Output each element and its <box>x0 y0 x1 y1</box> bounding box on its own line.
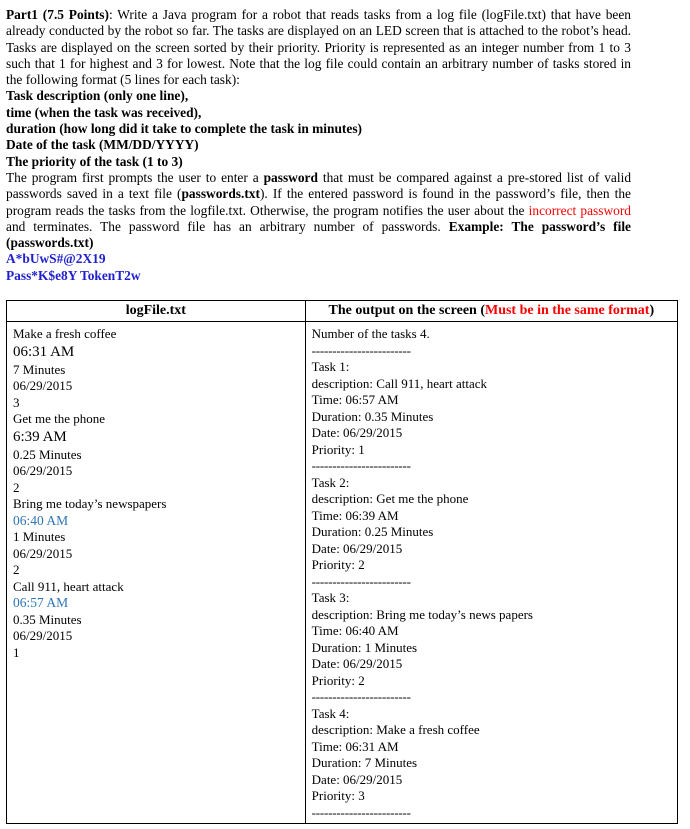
text-run: The program first prompts the user to enter a <box>6 169 264 185</box>
output-line: Duration: 7 Minutes <box>311 755 418 770</box>
output-line: Priority: 3 <box>311 788 365 803</box>
log-line: 7 Minutes <box>13 361 66 377</box>
output-line: Duration: 0.25 Minutes <box>311 524 434 539</box>
log-line: 0.25 Minutes <box>13 446 82 462</box>
log-line: 2 <box>13 479 20 495</box>
output-line: Duration: 0.35 Minutes <box>311 408 434 424</box>
output-line: Date: 06/29/2015 <box>311 771 403 787</box>
output-line: Number of the tasks 4. <box>311 326 430 341</box>
incorrect-password-text: incorrect password <box>528 202 631 218</box>
text-run: that must be compared against a pre-stored list of valid passwords saved in a text file ( <box>6 169 632 202</box>
example-label: Example: The password’s file (passwords.txt) <box>6 218 631 251</box>
output-line: Task 1: <box>311 359 350 374</box>
output-line: description: Call 911, heart attack <box>311 375 487 391</box>
separator-line: ------------------------ <box>311 689 411 704</box>
log-line: Bring me today’s newspapers <box>13 496 167 511</box>
output-line: Time: 06:31 AM <box>311 738 399 754</box>
output-cell <box>305 322 677 824</box>
log-line: 06/29/2015 <box>13 545 73 561</box>
output-line: Priority: 2 <box>311 672 365 688</box>
logfile-cell <box>7 322 306 824</box>
output-line: description: Get me the phone <box>311 491 469 506</box>
log-line: 06/29/2015 <box>13 628 73 643</box>
log-line: 06/29/2015 <box>13 463 73 478</box>
text-run-bold: passwords.txt <box>181 186 260 202</box>
output-line: Date: 06/29/2015 <box>311 540 403 556</box>
log-line: 06:57 AM <box>13 595 69 610</box>
part-heading: Part1 (7.5 Points) <box>6 7 109 22</box>
format-line: Date of the task (MM/DD/YYYY) <box>6 137 199 153</box>
separator-line: ------------------------ <box>311 573 411 589</box>
log-line: 06:31 AM <box>13 343 75 360</box>
output-line: Priority: 2 <box>311 557 365 572</box>
separator-line: ------------------------ <box>311 804 411 820</box>
format-line: duration (how long did it take to complete the task in minutes) <box>6 121 362 137</box>
header-text: ) <box>649 303 655 318</box>
output-line: Priority: 1 <box>311 441 365 457</box>
format-line: Task description (only one line), <box>6 88 189 104</box>
log-line: 2 <box>13 562 20 577</box>
logfile-header: logFile.txt <box>7 301 306 322</box>
output-line: Time: 06:39 AM <box>311 507 399 523</box>
log-line: 1 Minutes <box>13 529 66 544</box>
comparison-table <box>6 300 678 824</box>
text-run-bold: password <box>263 169 318 185</box>
format-line: time (when the task was received), <box>6 104 202 120</box>
log-line: 06/29/2015 <box>13 378 73 393</box>
text-run: ). If the entered password is found in the password’s file, then the program reads the tasks from the logfile.txt. Otherwise, the program notifies the user about the <box>6 186 631 218</box>
password-entry: A*bUwS#@2X19 <box>6 251 106 267</box>
output-line: Duration: 1 Minutes <box>311 639 418 655</box>
password-paragraph <box>6 170 631 251</box>
log-line: 3 <box>13 394 20 410</box>
password-entry: Pass*K$e8Y TokenT2w <box>6 267 141 283</box>
log-line: Call 911, heart attack <box>13 578 124 594</box>
table-body-row <box>7 322 678 824</box>
intro-description: : Write a Java program for a robot that reads tasks from a log file (logFile.txt) that have been already conducted by the robot so far. The tasks are displayed on an LED screen that is attached to the robot’s head. Tasks are displayed on the screen sorted by their priority. Priority is represented as an integer number from 1 to 3 such that 1 for highest and 3 for lowest. Note that the log file could contain an arbitrary number of tasks stored in the following format (5 lines for each task): <box>6 7 632 88</box>
log-line: 0.35 Minutes <box>13 611 82 627</box>
assignment-text <box>6 7 631 284</box>
output-line: Date: 06/29/2015 <box>311 656 403 671</box>
table-header-row <box>7 301 678 322</box>
output-line: Date: 06/29/2015 <box>311 425 403 440</box>
output-line: Time: 06:40 AM <box>311 623 399 638</box>
output-header <box>305 301 677 322</box>
output-line: Task 3: <box>311 590 350 605</box>
intro-paragraph <box>6 7 631 88</box>
text-run: and terminates. The password file has an arbitrary number of passwords. <box>6 218 449 234</box>
log-line: 06:40 AM <box>13 512 69 528</box>
header-red-text: Must be in the same format <box>484 303 650 318</box>
header-text: The output on the screen ( <box>328 303 485 318</box>
separator-line: ------------------------ <box>311 342 411 358</box>
format-line: The priority of the task (1 to 3) <box>6 153 183 169</box>
log-line: Get me the phone <box>13 411 106 426</box>
output-line: Task 2: <box>311 474 350 490</box>
output-line: description: Make a fresh coffee <box>311 722 480 737</box>
output-line: description: Bring me today’s news papers <box>311 606 533 622</box>
output-line: Time: 06:57 AM <box>311 392 399 407</box>
log-line: Make a fresh coffee <box>13 326 117 341</box>
separator-line: ------------------------ <box>311 458 411 473</box>
log-line: 6:39 AM <box>13 428 67 445</box>
format-list <box>6 88 631 169</box>
output-line: Task 4: <box>311 705 350 721</box>
log-line: 1 <box>13 644 20 660</box>
